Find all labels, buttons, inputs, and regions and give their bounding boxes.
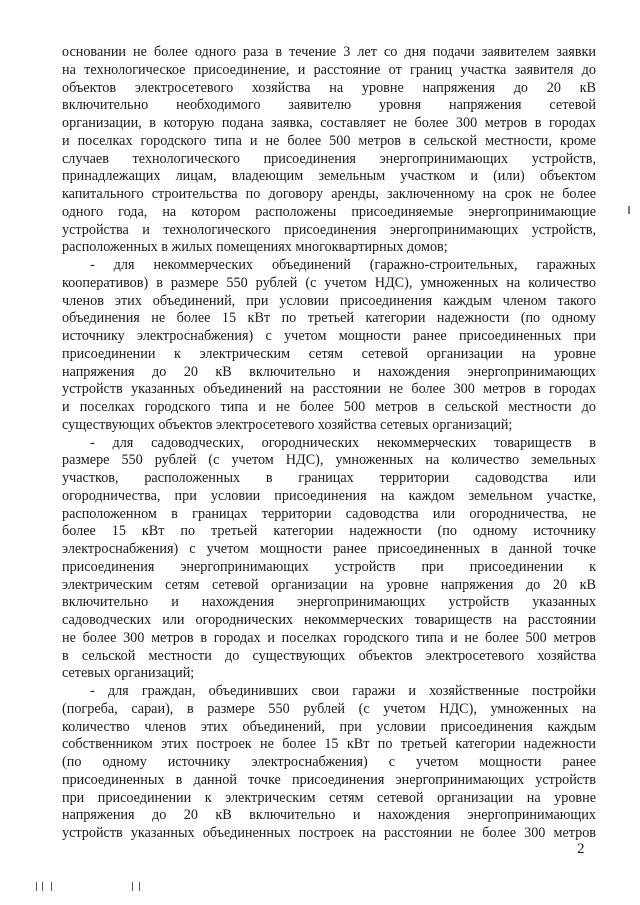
text-line: членов этих объединений, при условии присоединения каждым членом такого — [62, 292, 596, 309]
page-number: 2 — [577, 841, 585, 857]
text-line: размере 550 рублей (с учетом НДС), умноженных на количество земельных — [62, 452, 596, 469]
text-line: и поселках городского типа и не более 500 метров в сельской местности до — [62, 399, 596, 415]
text-line: расположенных в жилых помещениях многоквартирных домов; — [62, 239, 448, 256]
text-line: кооперативов) в размере 550 рублей (с учетом НДС), умноженных на количество — [62, 274, 596, 291]
text-line: - для садоводческих, огороднических некоммерческих товариществ в — [90, 434, 596, 451]
text-line: электроснабжения) с учетом мощности ранее присоединенных в данной точке — [62, 541, 596, 557]
text-line: случаев технологического присоединения энергопринимающих устройств, — [62, 150, 596, 167]
text-line: при присоединении к электрическим сетям сетевой организации на уровне — [62, 789, 596, 806]
text-line: источнику электроснабжения) с учетом мощности ранее присоединенных при — [62, 328, 596, 344]
text-line: электрическим сетям сетевой организации на уровне напряжения до 20 кВ — [62, 576, 596, 593]
text-line: на технологическое присоединение, и расстояние от границ участка заявителя до — [62, 61, 596, 78]
text-line: организации, в которую подана заявка, составляет не более 300 метров в городах — [62, 115, 596, 131]
text-line: устройств указанных объединенных построек на расстоянии не более 300 метров — [62, 825, 596, 841]
text-line: (по одному источнику электроснабжения) с учетом мощности ранее — [62, 754, 596, 770]
text-line: одного года, на котором расположены присоединяемые энергопринимающие — [62, 203, 596, 220]
text-line: включительно и нахождения энергопринимающих устройств указанных — [62, 594, 596, 611]
text-line: объектов электросетевого хозяйства на уровне напряжения до 20 кВ — [62, 79, 596, 96]
text-line: присоединении к электрическим сетям сетевой организации на уровне — [62, 345, 596, 362]
text-line: напряжения до 20 кВ включительно и нахождения энергопринимающих — [62, 363, 596, 380]
text-line: участков, расположенных в границах территории садоводства или — [62, 470, 596, 486]
text-line: расположенном в границах территории садоводства или огородничества, не — [62, 505, 596, 522]
text-line: собственником этих построек не более 15 кВт по третьей категории надежности — [62, 736, 596, 753]
scan-artifact-marks — [36, 882, 176, 894]
text-line: принадлежащих лицам, владеющим земельным участком и (или) объектом — [62, 168, 596, 185]
text-line: присоединения энергопринимающих устройств при присоединении к — [62, 558, 596, 575]
text-line: более 15 кВт по третьей категории надежности (по одному источнику — [62, 523, 596, 540]
text-line: объединения не более 15 кВт по третьей категории надежности (по одному — [62, 310, 596, 327]
text-line: включительно необходимого заявителю уровня напряжения сетевой — [62, 97, 596, 114]
text-line: существующих объектов электросетевого хозяйства сетевых организаций; — [62, 416, 513, 433]
text-line: огородничества, при условии присоединения на каждом земельном участке, — [62, 487, 596, 504]
document-body — [62, 44, 596, 843]
text-line: - для граждан, объединивших свои гаражи и хозяйственные постройки — [90, 683, 596, 699]
text-line: напряжения до 20 кВ включительно и нахождения энергопринимающих — [62, 807, 596, 824]
text-line: устройств указанных объединений на расстоянии не более 300 метров в городах — [62, 381, 596, 398]
text-line: основании не более одного раза в течение 3 лет со дня подачи заявителем заявки — [62, 44, 596, 60]
text-line: сетевых организаций; — [62, 665, 195, 682]
text-line: садоводческих или огороднических некоммерческих товариществ на расстоянии — [62, 612, 596, 628]
scan-artifact-mark — [628, 206, 630, 214]
text-line: устройства и технологического присоединения энергопринимающих устройств, — [62, 221, 596, 238]
text-line: и поселках городского типа и не более 500 метров в сельской местности, кроме — [62, 132, 596, 149]
text-line: присоединенных в данной точке присоединения энергопринимающих устройств — [62, 771, 596, 788]
text-line: (погреба, сараи), в размере 550 рублей (с учетом НДС), умноженных на — [62, 700, 596, 717]
text-line: - для некоммерческих объединений (гаражно-строительных, гаражных — [90, 257, 596, 273]
text-line: количество членов этих объединений, при условии присоединения каждым — [62, 718, 596, 735]
text-line: капитального строительства по договору аренды, заключенному на срок не более — [62, 186, 596, 202]
text-line: в сельской местности до существующих объектов электросетевого хозяйства — [62, 647, 596, 664]
text-line: не более 300 метров в городах и поселках городского типа и не более 500 метров — [62, 629, 596, 646]
